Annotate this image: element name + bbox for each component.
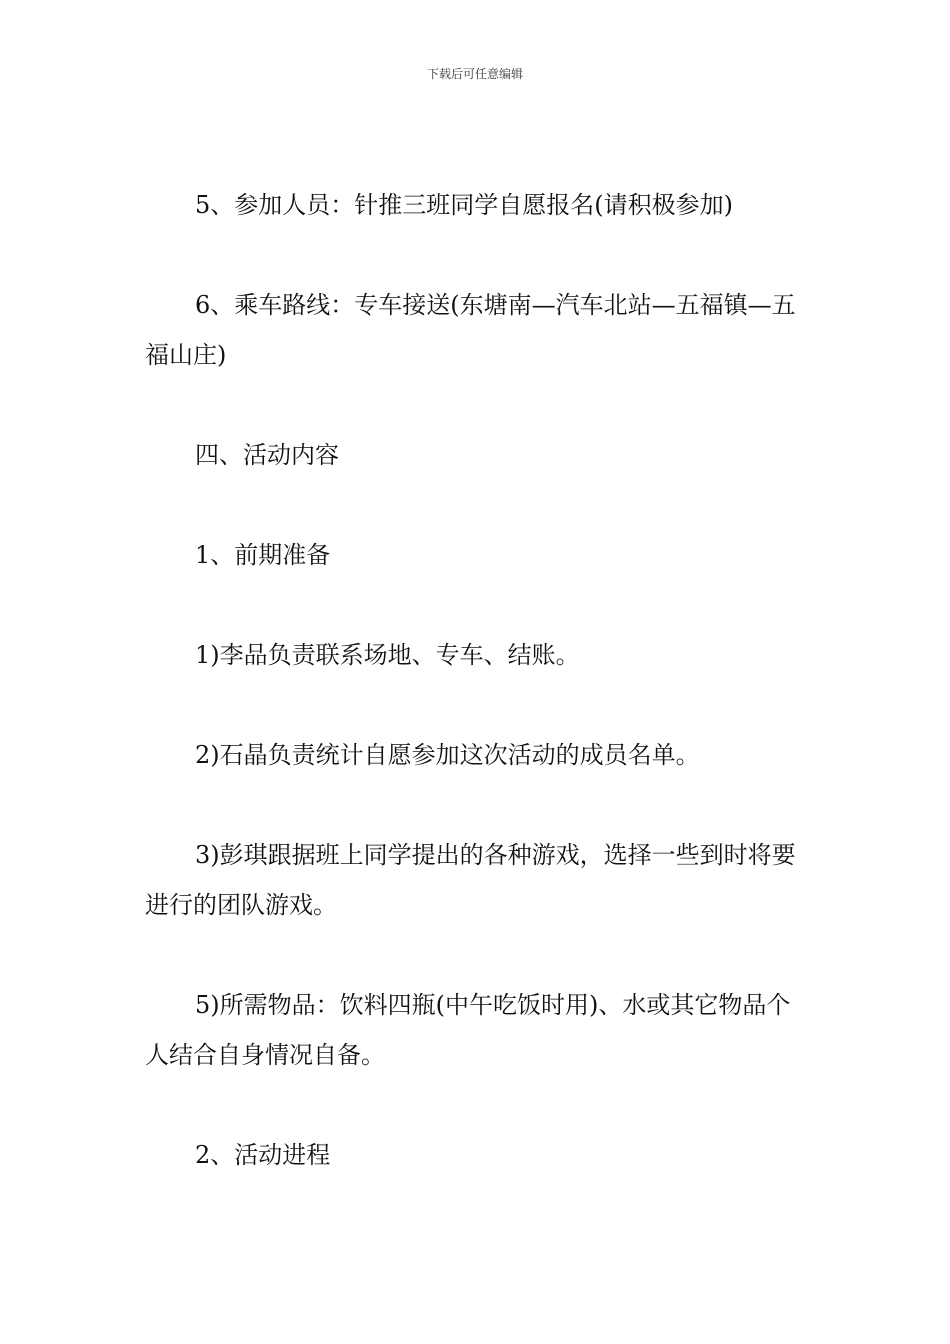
- subheading-preparation: 1、前期准备: [195, 541, 331, 569]
- paragraph-participants: 5、参加人员：针推三班同学自愿报名(请积极参加): [195, 191, 733, 219]
- document-body: [145, 180, 810, 1230]
- subheading-activity-process: 2、活动进程: [195, 1141, 331, 1169]
- list-item-games: 3)彭琪跟据班上同学提出的各种游戏，选择一些到时将要进行的团队游戏。: [145, 841, 796, 919]
- list-item-member-list: 2)石晶负责统计自愿参加这次活动的成员名单。: [195, 741, 700, 769]
- section-heading-activity-content: 四、活动内容: [195, 441, 339, 469]
- list-item-venue: 1)李品负责联系场地、专车、结账。: [195, 641, 580, 669]
- paragraph-bus-route: 6、乘车路线：专车接送(东塘南—汽车北站—五福镇—五福山庄): [145, 291, 796, 369]
- list-item-supplies: 5)所需物品：饮料四瓶(中午吃饭时用)、水或其它物品个人结合自身情况自备。: [145, 991, 791, 1069]
- page-header: 下载后可任意编辑: [426, 67, 523, 81]
